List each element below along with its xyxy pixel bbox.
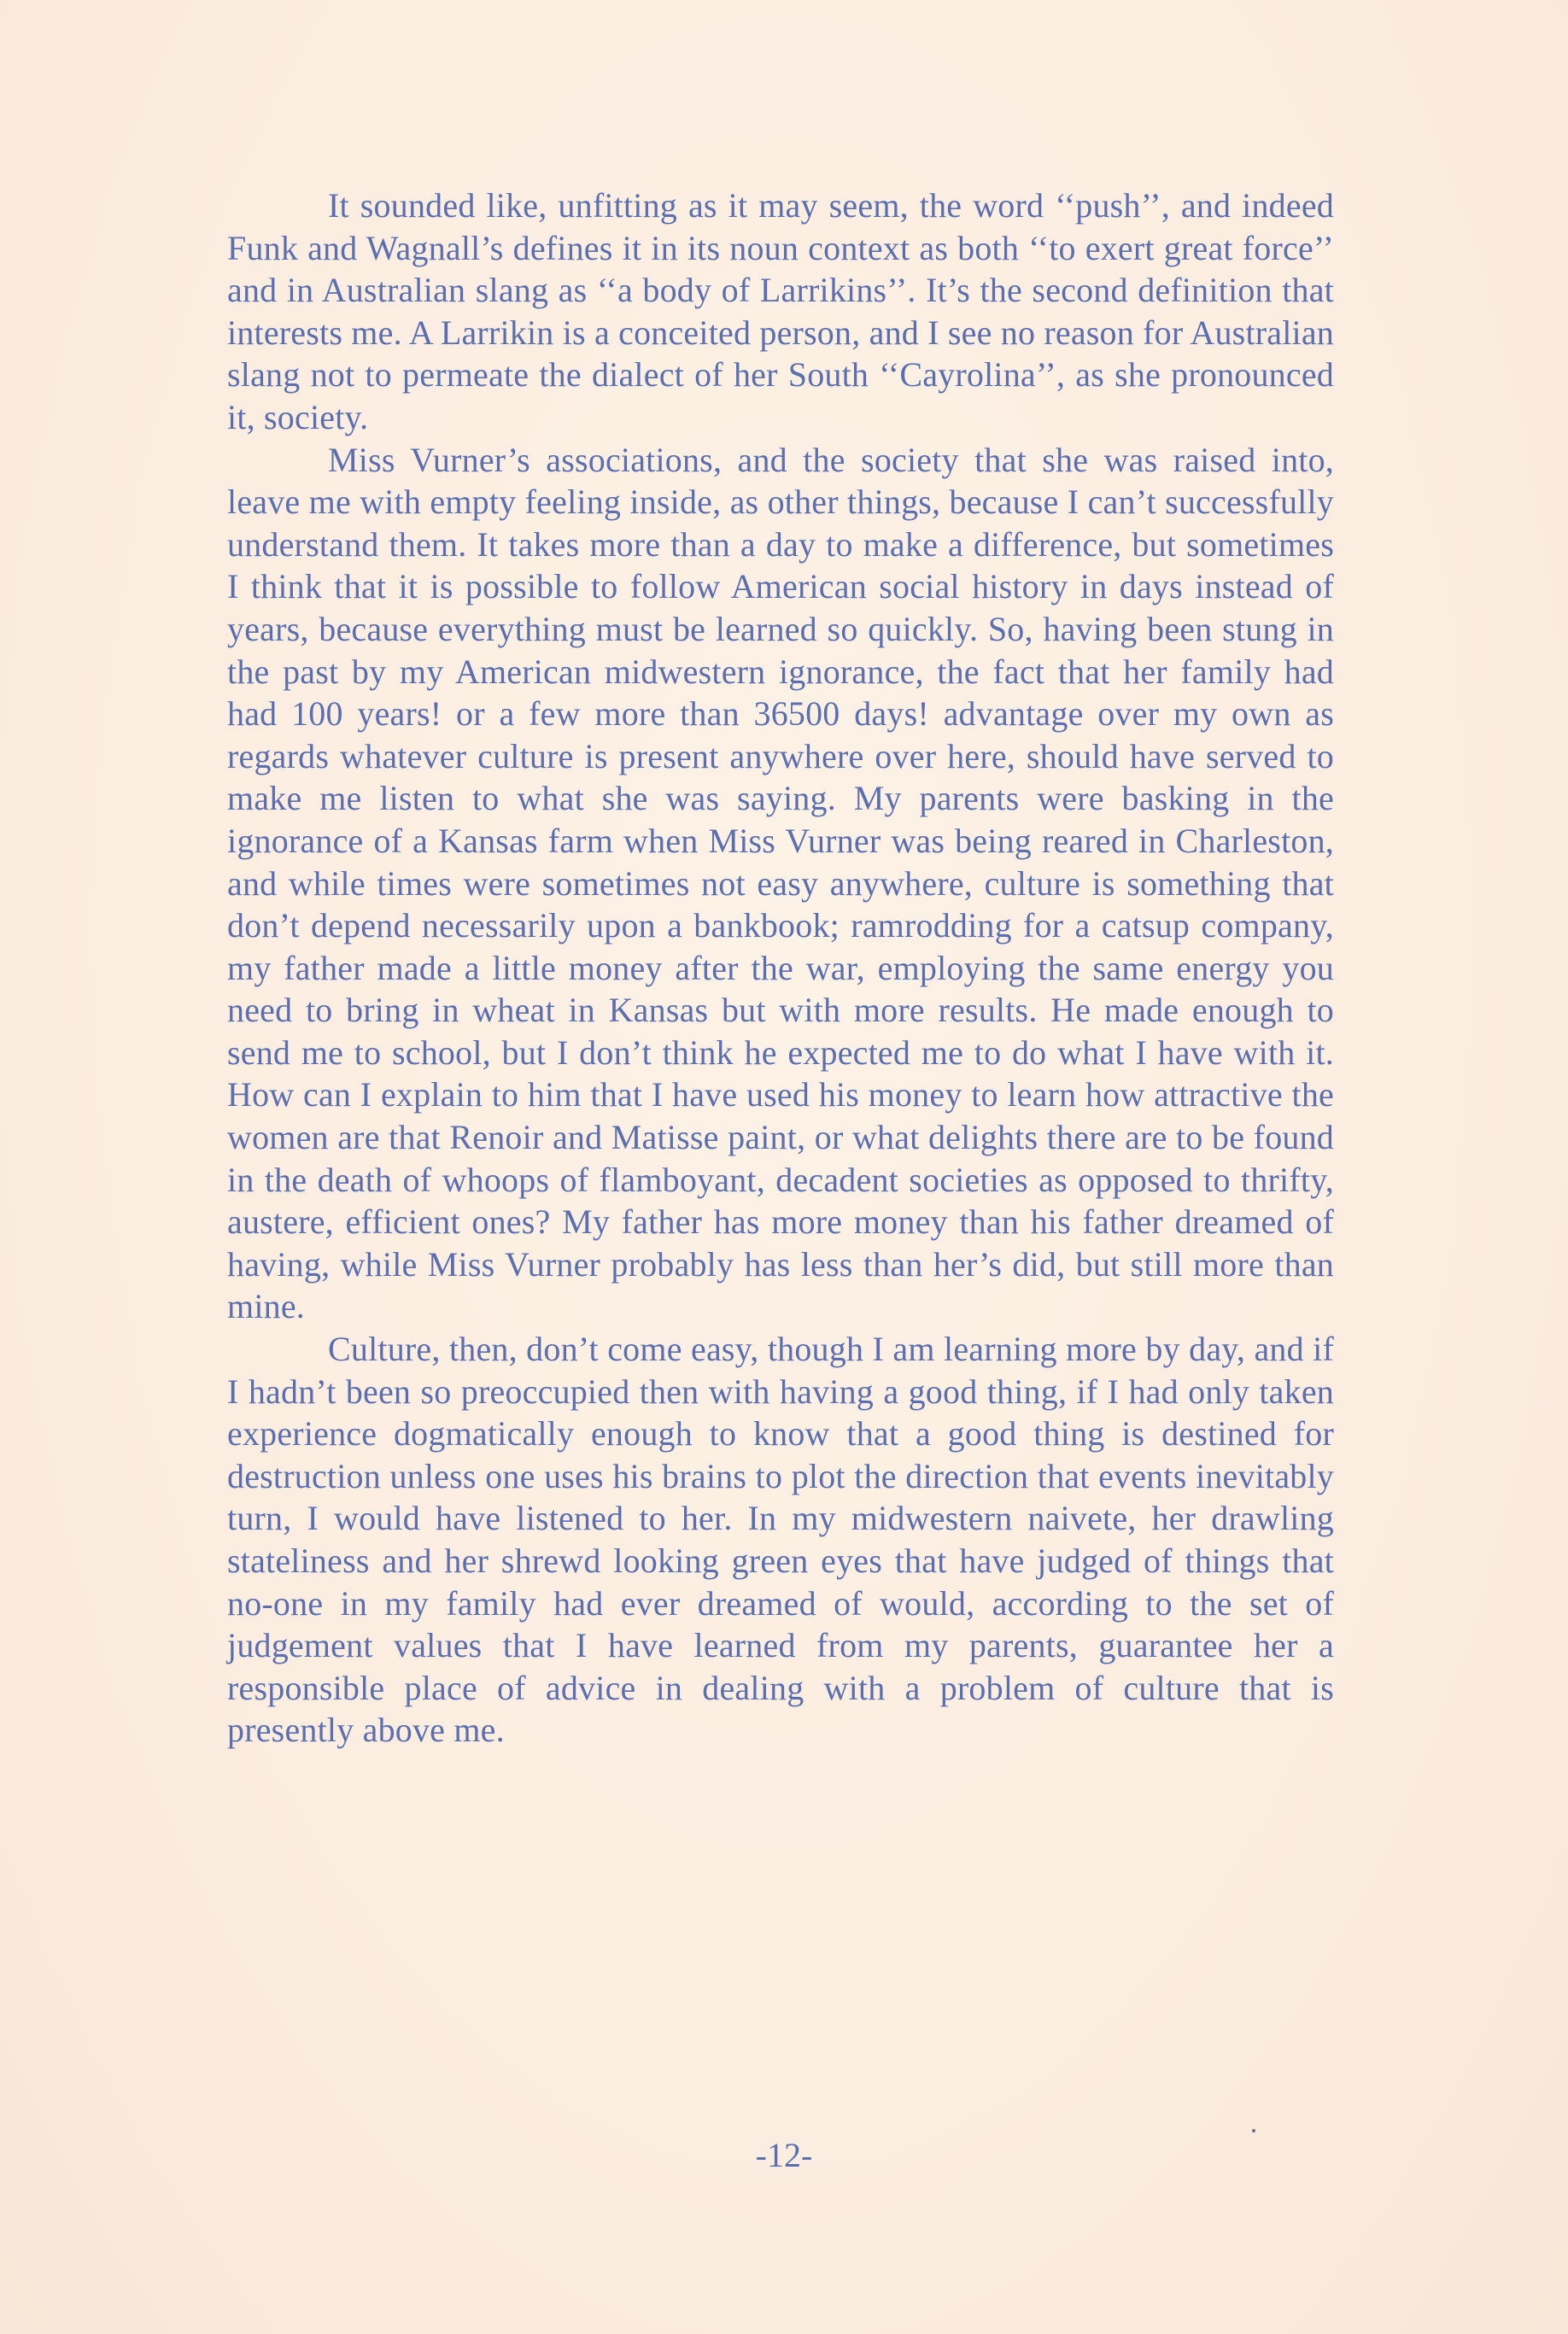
page-number: -12-	[755, 2136, 813, 2174]
paragraph-2: Miss Vurner’s associations, and the society that she was raised into, leave me with empty feeling inside, as other things, because I can’t successfully understand them. It takes more than a day to make a difference, but sometimes I think that it is possible to follow American social history in days instead of years, because everything must be learned so quickly. So, having been stung in the past by my American midwestern ignorance, the fact that her family had had 100 years! or a few more than 36500 days! advantage over my own as regards whatever culture is present anywhere over here, should have served to make me listen to what she was saying. My parents were basking in the ignorance of a Kansas farm when Miss Vurner was being reared in Charleston, and while times were sometimes not easy anywhere, culture is something that don’t depend necessarily upon a bankbook; ramrodding for a catsup company, my father made a little money after the war, employing the same energy you need to bring in wheat in Kansas but with more results. He made enough to send me to school, but I don’t think he expected me to do what I have with it. How can I explain to him that I have used his money to learn how attractive the women are that Renoir and Matisse paint, or what delights there are to be found in the death of whoops of flamboyant, decadent societies as opposed to thrifty, austere, efficient ones? My father has more money than his father dreamed of having, while Miss Vurner probably has less than her’s did, but still more than mine.	[227, 440, 1334, 1326]
paper-speck	[1252, 2129, 1255, 2132]
paragraph-1: It sounded like, unfitting as it may seem, the word ‘‘push’’, and indeed Funk and Wagnall’s defines it in its noun context as both ‘‘to exert great force’’ and in Australian slang as ‘‘a body of Larrikins’’. It’s the second definition that interests me. A Larrikin is a conceited person, and I see no reason for Australian slang not to permeate the dialect of her South ‘‘Cayrolina’’, as she pronounced it, society.	[227, 186, 1335, 436]
paragraph-3: Culture, then, don’t come easy, though I am learning more by day, and if I hadn’t been so preoccupied then with having a good thing, if I had only taken experience dogmatically enough to know that a good thing is destined for destruction unless one uses his brains to plot the direction that events inevitably turn, I would have listened to her. In my midwestern naivete, her drawling stateliness and her shrewd looking green eyes that have judged of things that no-one in my family had ever dreamed of would, according to the set of judgement values that I have learned from my parents, guarantee her a responsible place of advice in dealing with a problem of culture that is presently above me.	[227, 1330, 1334, 1750]
body-text	[227, 184, 1334, 1752]
